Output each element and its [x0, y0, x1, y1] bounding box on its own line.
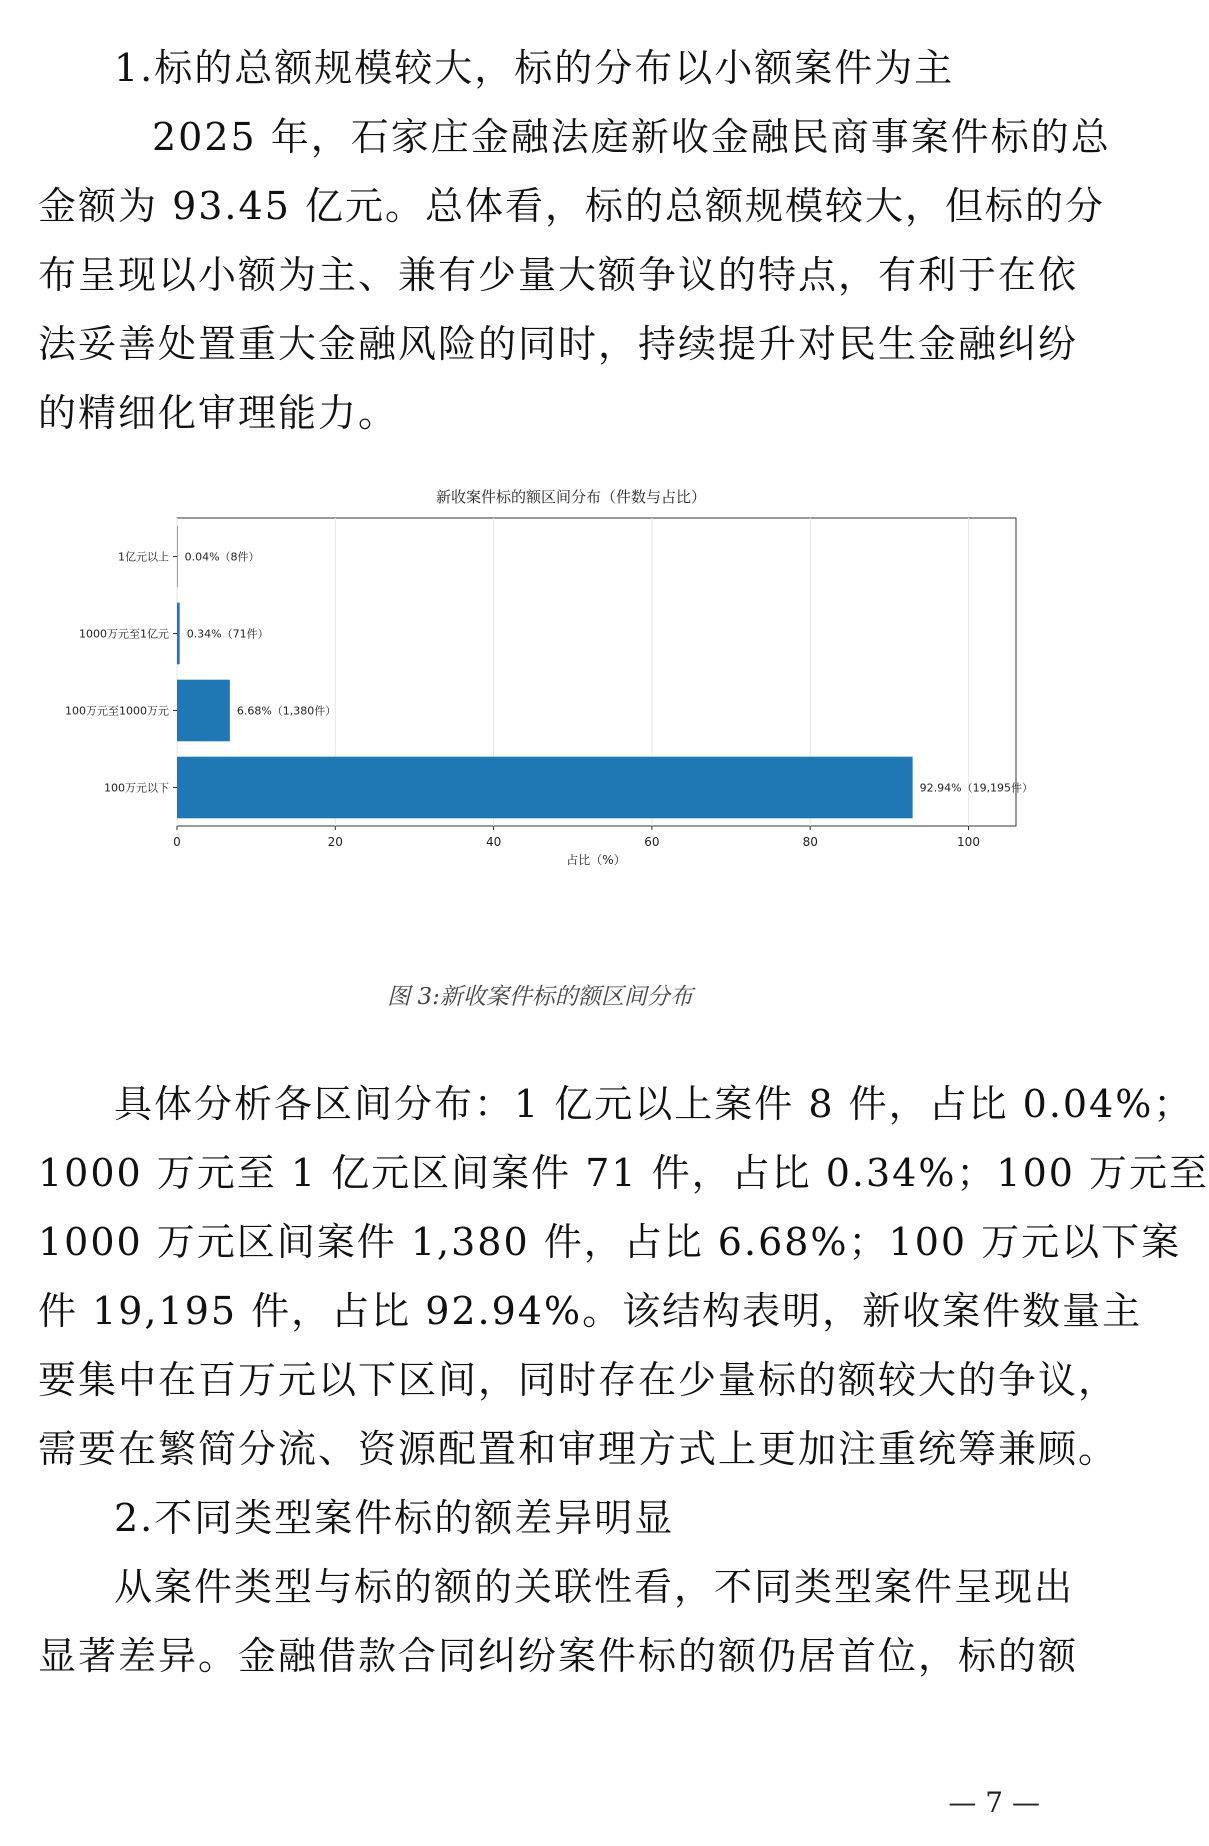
x-tick-label: 100: [957, 835, 980, 849]
bar: [177, 680, 230, 742]
section1-detail-block: [38, 1070, 1209, 1691]
x-tick-label: 80: [802, 835, 818, 849]
detail-para-line: 需要在繁简分流、资源配置和审理方式上更加注重统筹兼顾。: [38, 1427, 1119, 1471]
x-axis-label: 占比（%）: [566, 853, 626, 867]
bar: [177, 603, 180, 665]
section1-heading: 1.标的总额规模较大，标的分布以小额案件为主: [114, 46, 955, 90]
detail-para-line: 件 19,195 件，占比 92.94%。该结构表明，新收案件数量主: [38, 1289, 1143, 1333]
section2-para-line: 从案件类型与标的额的关联性看，不同类型案件呈现出: [114, 1565, 1075, 1609]
chart-title: 新收案件标的额区间分布（件数与占比）: [435, 488, 707, 506]
detail-para-line: 1000 万元至 1 亿元区间案件 71 件，占比 0.34%；100 万元至: [38, 1151, 1209, 1195]
bar-data-label: 6.68%（1,380件）: [236, 704, 337, 718]
detail-para-line: 1000 万元区间案件 1,380 件，占比 6.68%；100 万元以下案: [38, 1220, 1182, 1264]
detail-para-line: 具体分析各区间分布：1 亿元以上案件 8 件，占比 0.04%；: [114, 1082, 1194, 1126]
detail-para-line: 要集中在百万元以下区间，同时存在少量标的额较大的争议，: [38, 1358, 1119, 1402]
figure-caption: 图 3:新收案件标的额区间分布: [387, 984, 693, 1010]
y-tick-label: 1000万元至1亿元: [79, 627, 169, 641]
x-tick-labels: [173, 826, 980, 849]
section1-para-line: 布呈现以小额为主、兼有少量大额争议的特点，有利于在依: [38, 253, 1079, 297]
bar: [177, 526, 178, 588]
y-tick-labels: [65, 550, 177, 795]
x-tick-label: 20: [327, 835, 343, 849]
y-tick-label: 100万元至1000万元: [65, 704, 169, 718]
section1-para-line: 的精细化审理能力。: [38, 391, 399, 435]
section1-para-line: 金额为 93.45 亿元。总体看，标的总额规模较大，但标的分: [38, 184, 1105, 228]
bar: [177, 757, 913, 819]
bar-data-label: 92.94%（19,195件）: [919, 781, 1034, 795]
bar-group: [177, 526, 913, 819]
section1-para-line: 法妥善处置重大金融风险的同时，持续提升对民生金融纠纷: [38, 322, 1079, 366]
range-distribution-chart: [38, 480, 1038, 940]
section1-para-line: 2025 年，石家庄金融法庭新收金融民商事案件标的总: [152, 115, 1111, 159]
y-tick-label: 1亿元以上: [118, 550, 169, 564]
section2-para-line: 显著差异。金融借款合同纠纷案件标的额仍居首位，标的额: [38, 1634, 1079, 1678]
bar-data-label: 0.34%（71件）: [186, 627, 269, 641]
page-number: — 7 —: [948, 1786, 1040, 1819]
bar-data-label: 0.04%（8件）: [184, 550, 260, 564]
x-tick-label: 60: [644, 835, 660, 849]
x-tick-label: 0: [173, 835, 181, 849]
section2-heading: 2.不同类型案件标的额差异明显: [114, 1496, 675, 1540]
x-tick-label: 40: [485, 835, 502, 849]
y-tick-label: 100万元以下: [104, 781, 169, 795]
section1-block: [38, 34, 1111, 448]
